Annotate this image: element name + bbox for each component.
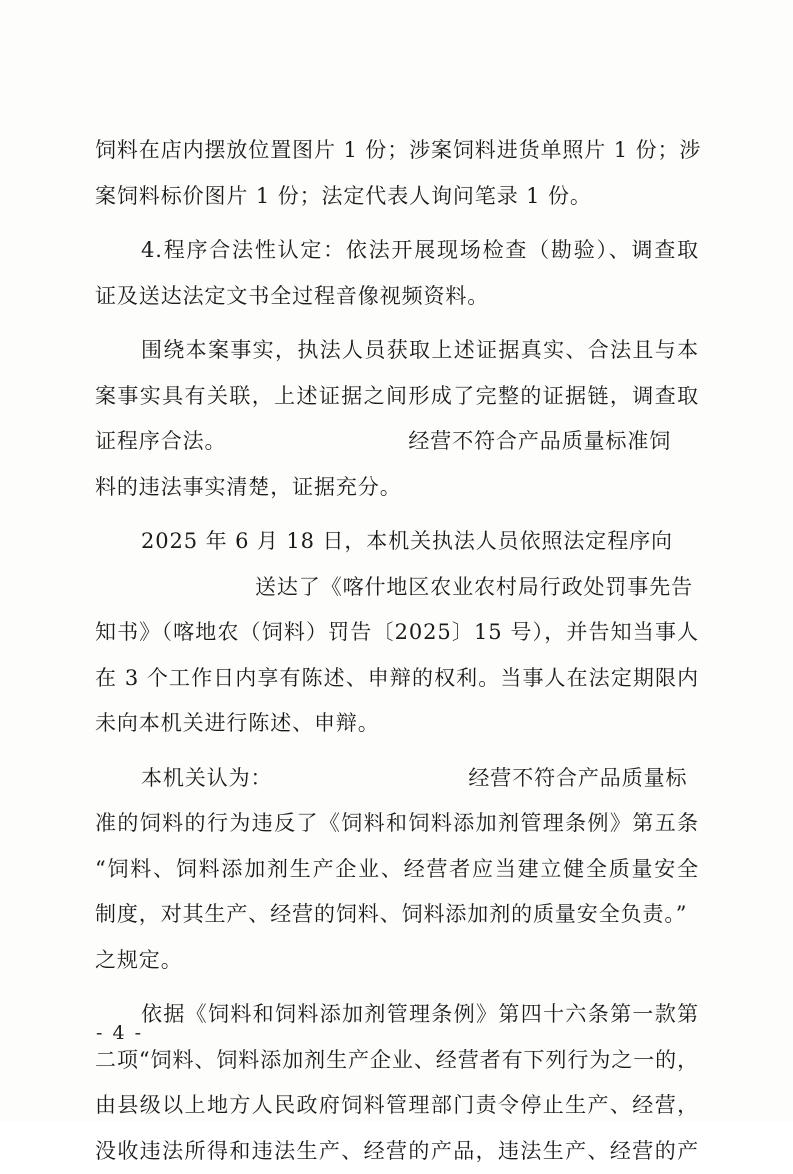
text-line: 没收违法所得和违法生产、经营的产品，违法生产、经营的产 bbox=[95, 1129, 699, 1174]
text-line: 准的饲料的行为违反了《饲料和饲料添加剂管理条例》第五条 bbox=[95, 801, 699, 847]
text-line: 2025 年 6 月 18 日，本机关执法人员依照法定程序向 bbox=[95, 519, 699, 565]
text-line: 制度，对其生产、经营的饲料、饲料添加剂的质量安全负责。” bbox=[95, 892, 699, 938]
text-segment: 经营不符合产品质量标准饲 bbox=[408, 429, 671, 453]
text-line: 围绕本案事实，执法人员获取上述证据真实、合法且与本 bbox=[95, 328, 699, 374]
text-line: 4.程序合法性认定：依法开展现场检查（勘验）、调查取 bbox=[95, 228, 699, 274]
text-line bbox=[95, 419, 699, 465]
text-line: 饲料在店内摆放位置图片 1 份；涉案饲料进货单照片 1 份；涉 bbox=[95, 128, 699, 174]
text-line: 在 3 个工作日内享有陈述、申辩的权利。当事人在法定期限内 bbox=[95, 656, 699, 702]
text-line: 案事实具有关联，上述证据之间形成了完整的证据链，调查取 bbox=[95, 374, 699, 420]
text-line: 知书》（喀地农（饲料）罚告〔2025〕15 号），并告知当事人 bbox=[95, 610, 699, 656]
text-line bbox=[95, 756, 699, 802]
text-line: 二项“饲料、饲料添加剂生产企业、经营者有下列行为之一的， bbox=[95, 1038, 699, 1084]
text-line: 证及送达法定文书全过程音像视频资料。 bbox=[95, 274, 699, 320]
text-segment: 送达了《喀什地区农业农村局行政处罚事先告 bbox=[255, 575, 693, 599]
text-line: 之规定。 bbox=[95, 938, 699, 984]
page-number: - 4 - bbox=[96, 1022, 143, 1044]
text-line: “饲料、饲料添加剂生产企业、经营者应当建立健全质量安全 bbox=[95, 847, 699, 893]
text-segment: 经营不符合产品质量标 bbox=[468, 766, 687, 790]
text-segment: 本机关认为： bbox=[141, 766, 272, 790]
text-line: 由县级以上地方人民政府饲料管理部门责令停止生产、经营， bbox=[95, 1083, 699, 1129]
text-segment: 证程序合法。 bbox=[95, 429, 226, 453]
text-line: 案饲料标价图片 1 份；法定代表人询问笔录 1 份。 bbox=[95, 174, 699, 220]
text-line: 未向本机关进行陈述、申辩。 bbox=[95, 701, 699, 747]
text-line: 依据《饲料和饲料添加剂管理条例》第四十六条第一款第 bbox=[95, 992, 699, 1038]
text-line bbox=[95, 565, 699, 611]
document-body bbox=[95, 128, 699, 1174]
text-line: 料的违法事实清楚，证据充分。 bbox=[95, 465, 699, 511]
